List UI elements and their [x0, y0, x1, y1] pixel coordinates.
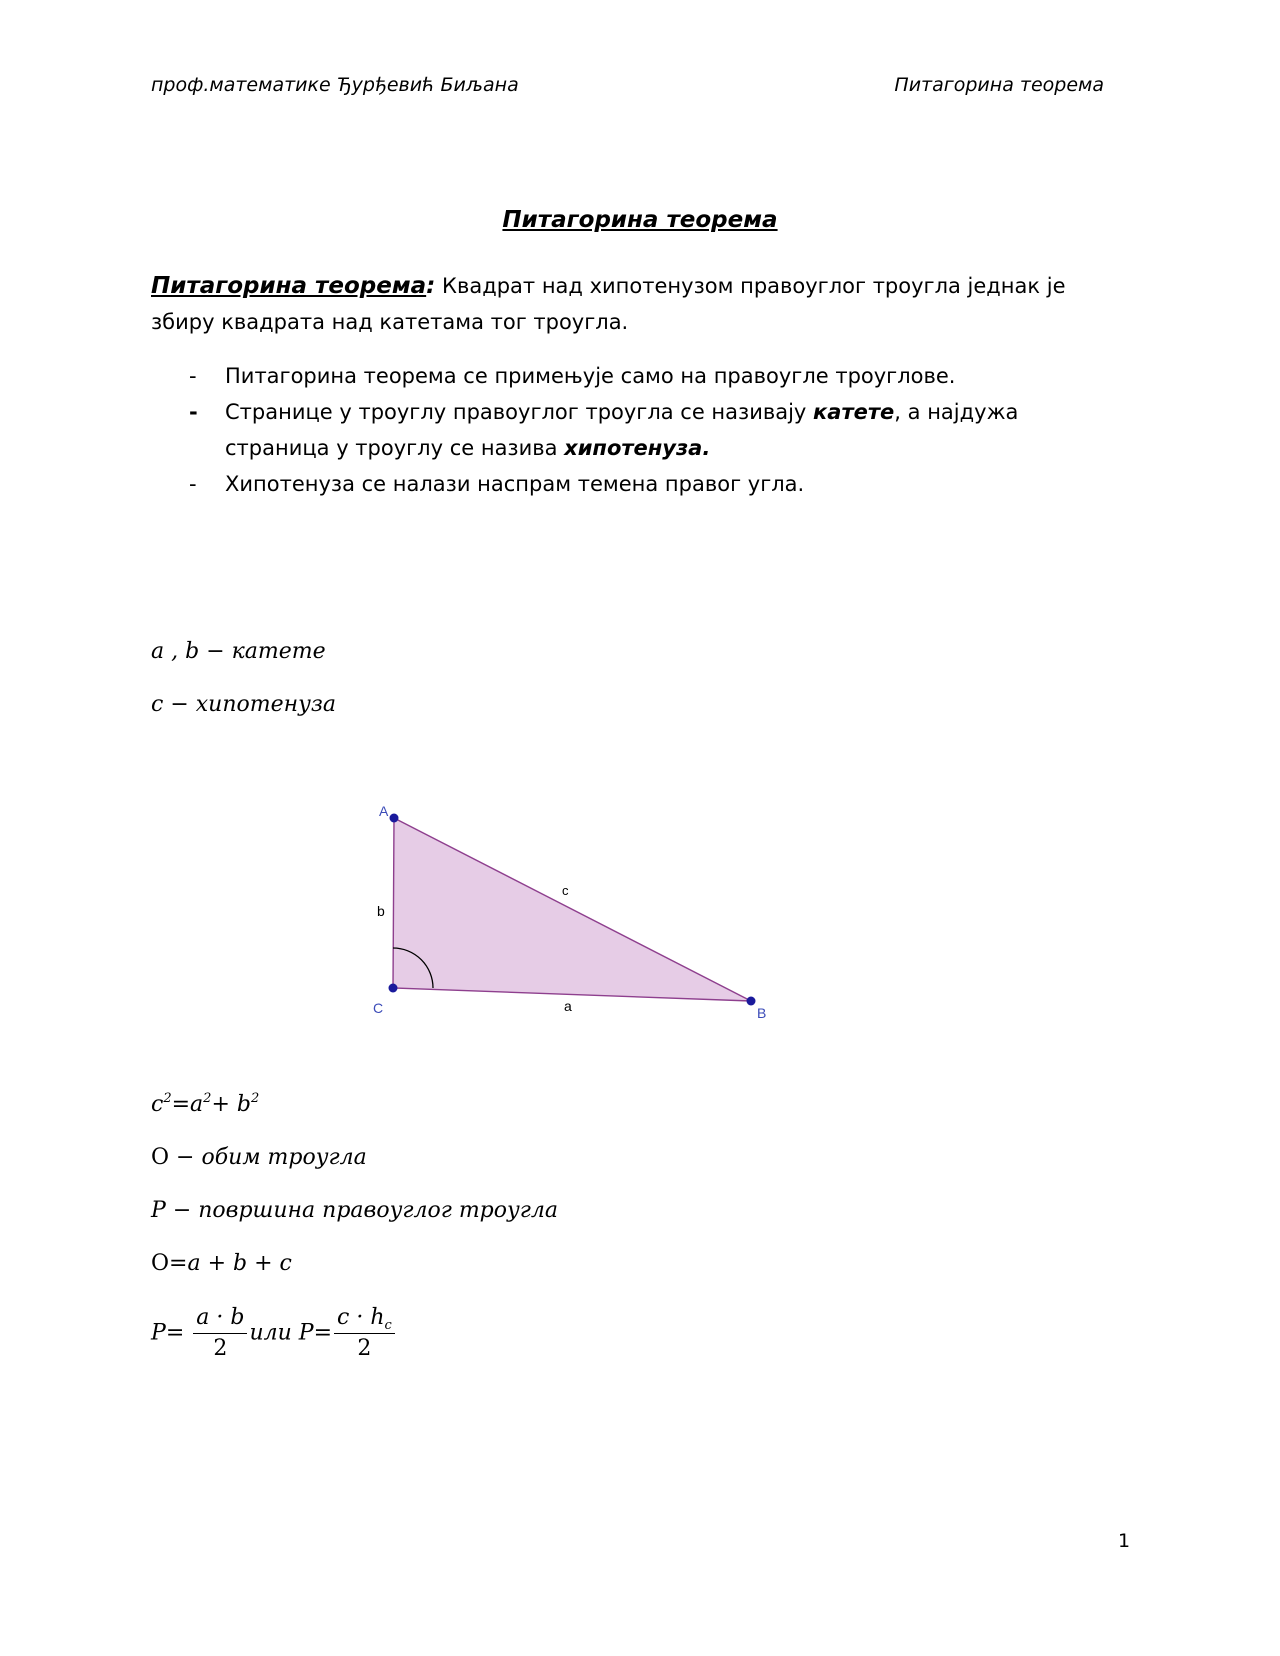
- bullet-dash: -: [189, 364, 197, 388]
- bullet-dash: -: [189, 400, 198, 424]
- triangle-figure: [360, 795, 780, 1025]
- area-eq: =: [165, 1320, 185, 1346]
- formula-plus: +: [211, 1092, 230, 1117]
- fraction-chc-denominator: 2: [357, 1336, 372, 1361]
- bullet-text: Хипотенуза се налази наспрам темена правог угла.: [225, 472, 805, 496]
- exp-a: 2: [203, 1091, 212, 1106]
- theorem-label: Питагорина теорема: [151, 273, 427, 299]
- area-or: или: [249, 1320, 292, 1346]
- list-item: [151, 394, 1106, 466]
- perimeter-lhs: O: [151, 1251, 170, 1276]
- formula-eq: =: [171, 1092, 191, 1117]
- vertex-c-label: C: [373, 1000, 384, 1016]
- theorem-text: Квадрат над хипотенузом правоуглог троугла једнак је збиру квадрата над катетама тог троугла.: [151, 274, 1066, 334]
- perimeter-formula: [151, 1251, 292, 1276]
- def-area: [151, 1198, 558, 1223]
- term-hipotenuza: хипотенуза.: [564, 436, 711, 460]
- def-hyp-word: хипотенуза: [195, 692, 337, 717]
- def-legs: [151, 639, 326, 664]
- vertex-c-point: [389, 984, 398, 993]
- side-b-label: b: [377, 903, 385, 919]
- exp-c: 2: [163, 1091, 172, 1106]
- theorem-colon: :: [426, 273, 436, 299]
- perimeter-rhs: a + b + c: [187, 1251, 292, 1276]
- area-formula: [151, 1305, 397, 1362]
- list-item: [151, 466, 1106, 502]
- exp-b: 2: [250, 1091, 260, 1106]
- def-hypotenuse: [151, 692, 336, 717]
- fraction-chc: [334, 1305, 395, 1362]
- triangle-shape: [393, 818, 751, 1001]
- def-perimeter-symbol: O: [151, 1145, 170, 1170]
- list-item: [151, 358, 1106, 394]
- area-eq2: =: [313, 1320, 333, 1346]
- bullet-dash: -: [189, 472, 197, 496]
- side-c-label: c: [562, 883, 569, 898]
- term-katete: катете: [813, 400, 895, 424]
- bullet-text: , а најдужа страница у троуглу се назива: [225, 400, 1019, 460]
- formula-c: c: [151, 1092, 164, 1117]
- bullet-text: Странице у троуглу правоуглог троугла се називају: [225, 400, 814, 424]
- perimeter-eq: =: [169, 1251, 188, 1276]
- vertex-a-point: [390, 814, 399, 823]
- fraction-ab-numerator: a · b: [193, 1305, 247, 1334]
- side-a-label: a: [564, 998, 572, 1014]
- def-legs-word: катете: [231, 639, 326, 664]
- page-title: Питагорина теорема: [502, 207, 778, 233]
- formula-a: a: [190, 1092, 204, 1117]
- area-lhs: P: [151, 1320, 166, 1346]
- formula-b: b: [236, 1092, 251, 1117]
- vertex-b-label: B: [757, 1005, 767, 1021]
- area-lhs2: P: [298, 1320, 314, 1346]
- vertex-b-point: [747, 997, 756, 1006]
- header-author: проф.математике Ђурђевић Биљана: [151, 74, 519, 96]
- def-hyp-symbol: c: [151, 692, 164, 717]
- def-hyp-dash: −: [170, 692, 189, 717]
- bullet-list: [151, 358, 1106, 502]
- vertex-a-label: A: [379, 803, 389, 819]
- fraction-chc-numerator: [334, 1305, 395, 1334]
- def-area-symbol: P: [151, 1198, 166, 1223]
- def-area-dash: −: [172, 1198, 192, 1223]
- def-perimeter: [151, 1145, 367, 1170]
- header-topic: Питагорина теорема: [894, 74, 1104, 96]
- def-perimeter-word: обим троугла: [201, 1145, 367, 1170]
- fraction-ab-denominator: 2: [213, 1336, 228, 1361]
- bullet-text: Питагорина теорема се примењује само на правоугле троуглове.: [225, 364, 956, 388]
- fraction-chc-num-text: c · h: [337, 1305, 385, 1330]
- def-perimeter-dash: −: [176, 1145, 195, 1170]
- page-number: 1: [1118, 1530, 1131, 1552]
- def-legs-symbols: a , b: [151, 639, 200, 664]
- pythagoras-formula: [151, 1092, 259, 1117]
- fraction-chc-subscript: c: [384, 1318, 392, 1333]
- fraction-ab: [193, 1305, 247, 1362]
- def-legs-dash: −: [206, 639, 225, 664]
- theorem-paragraph: [151, 268, 1106, 340]
- def-area-word: површина правоуглог троугла: [198, 1198, 559, 1223]
